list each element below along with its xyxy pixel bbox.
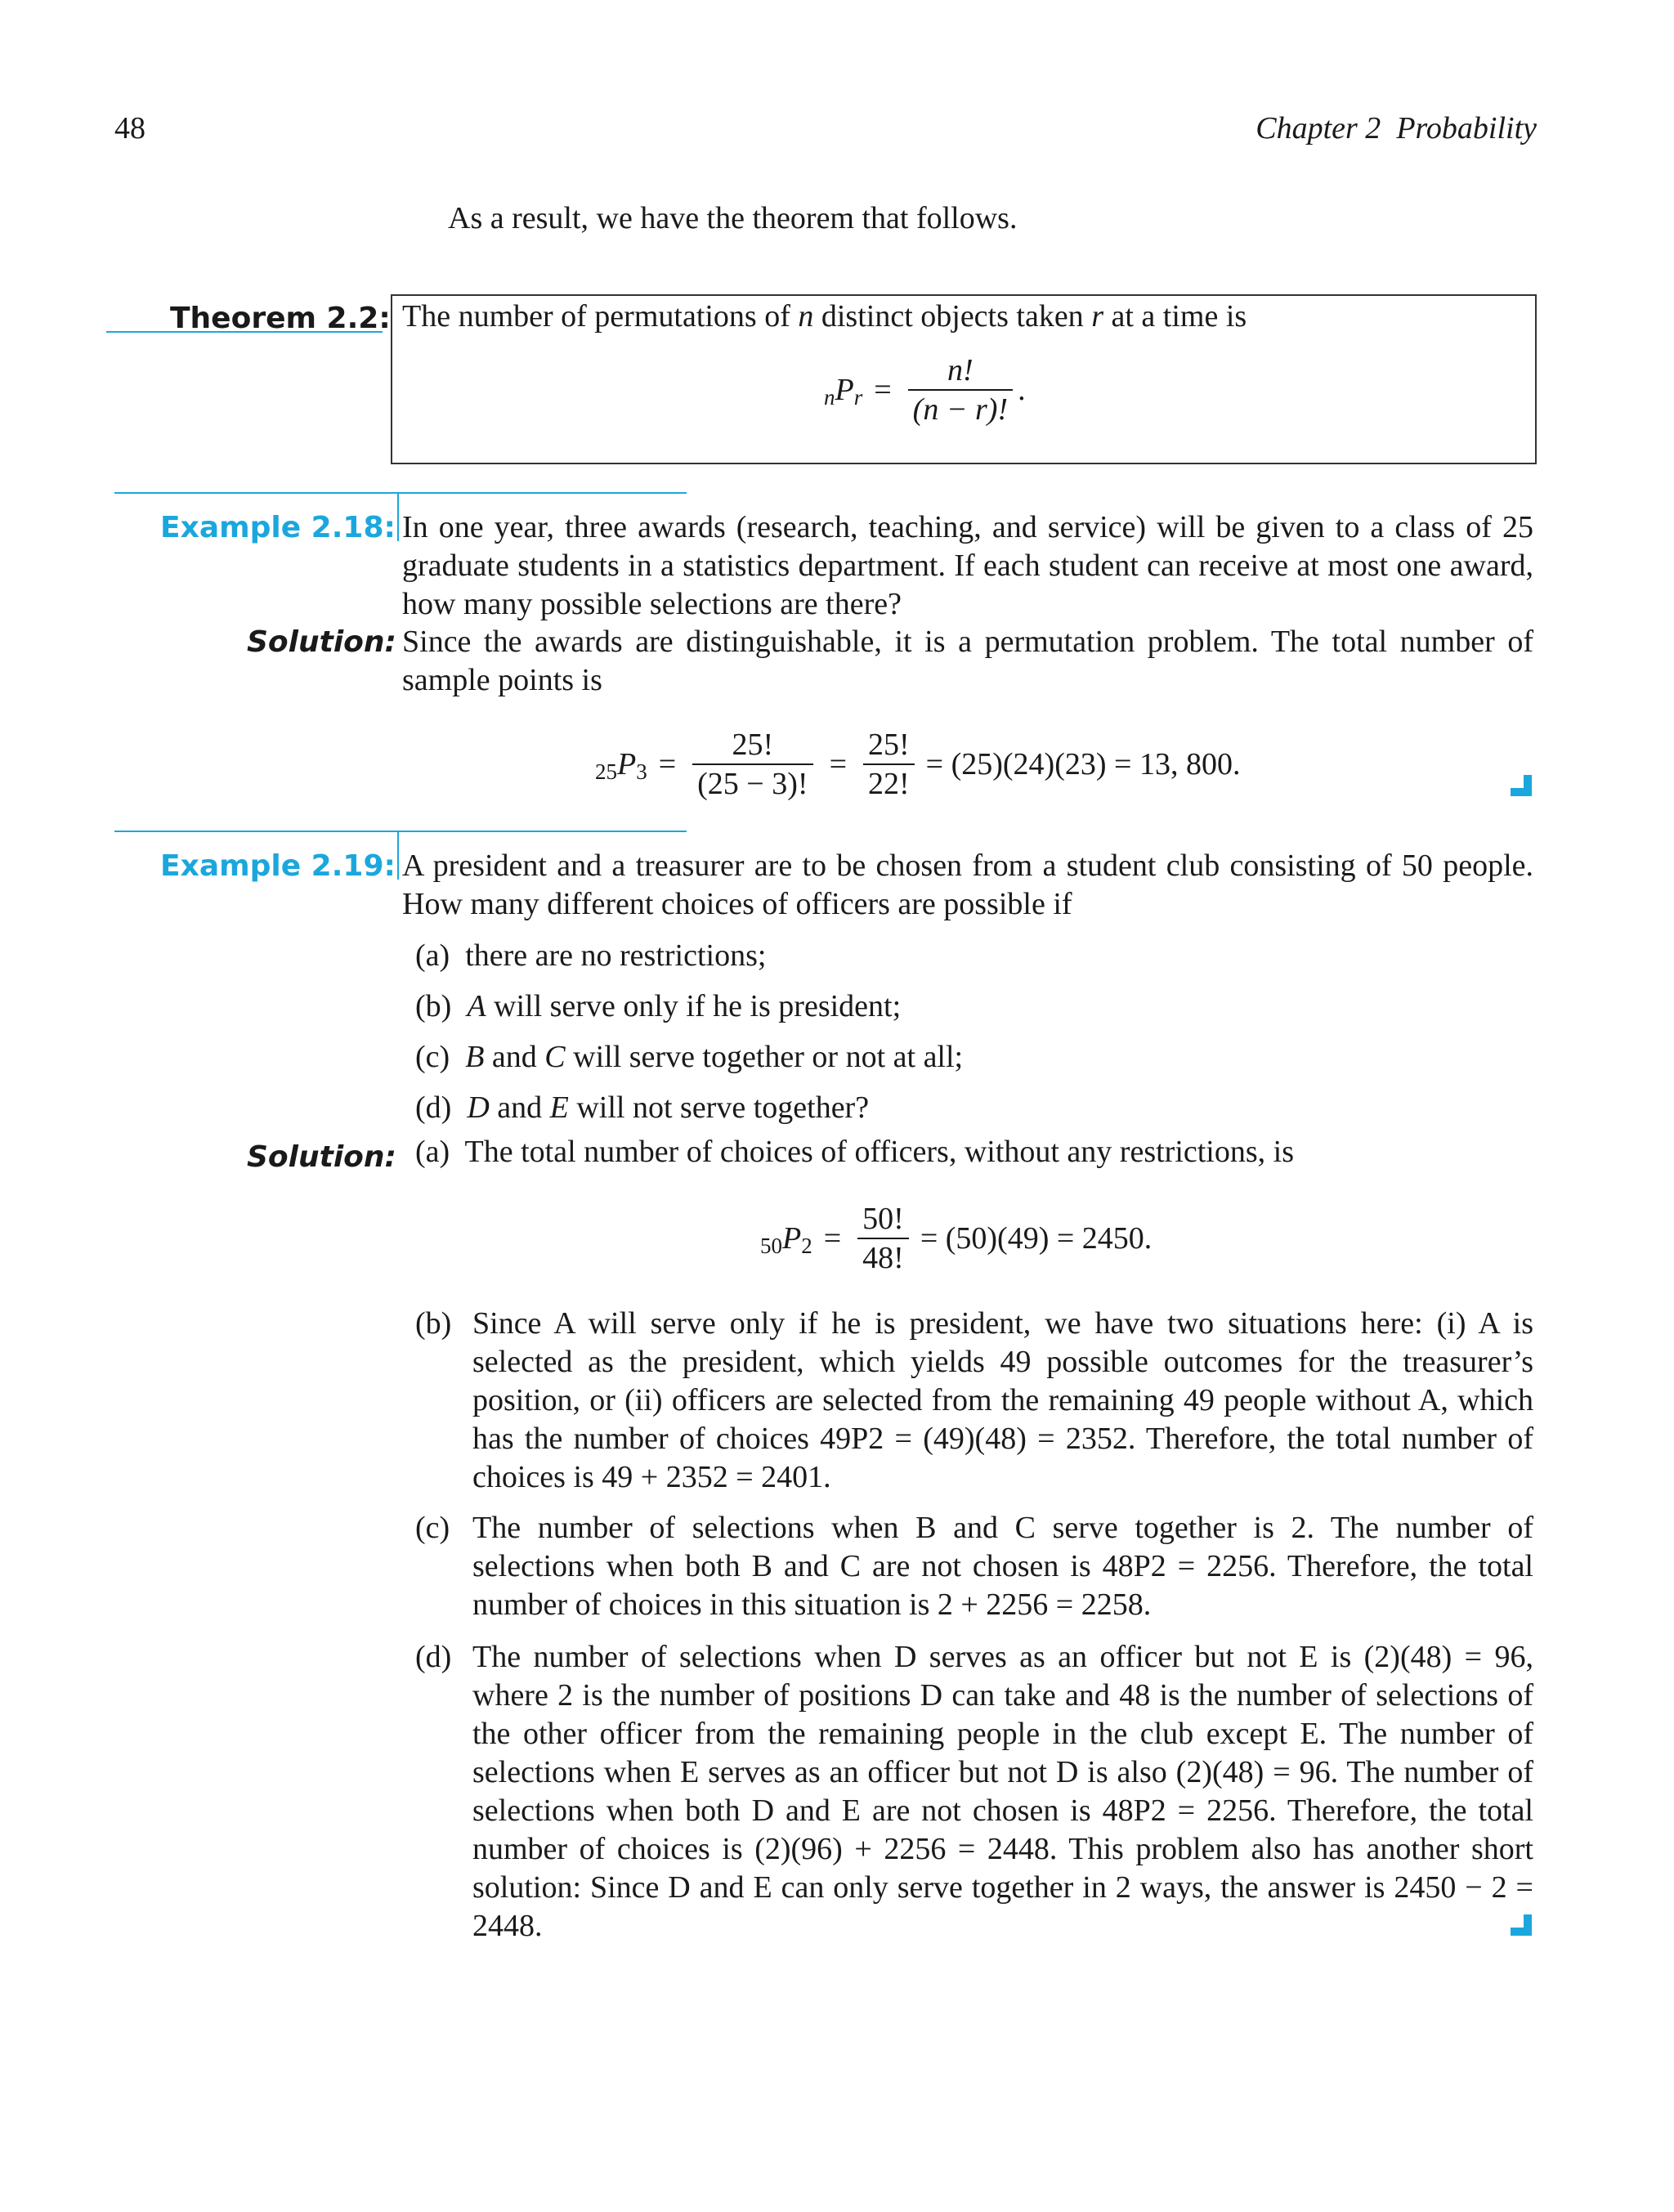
example-219-solution-c: (c) The number of selections when B and C serve together is 2. The number of selections when both B and C are not chosen is 48P2 = 2256. Therefore, the total number of choices in this situation is 2 + 2256 = 2258. — [415, 1511, 1533, 1622]
example-219-solution-a: (a) The total number of choices of officers, without any restrictions, is — [415, 1135, 1294, 1169]
running-header — [1256, 110, 1537, 148]
example-219-fraction: $\frac{50!}{48!}$ — [857, 1200, 909, 1277]
example-218-fraction-2: $\frac{25!}{22!}$ — [863, 726, 915, 803]
example-219-item-b: (b) A will serve only if he is president; — [415, 989, 902, 1023]
example-219-end-mark — [1511, 1914, 1532, 1936]
example-219-rule — [114, 831, 687, 832]
example-218-bar — [397, 494, 399, 541]
example-219-label: Example 2.19: — [160, 849, 396, 883]
example-219-solution-label: Solution: — [247, 1140, 396, 1174]
example-218-label: Example 2.18: — [160, 511, 396, 544]
example-218-rule — [114, 492, 687, 494]
example-219-solution-b: (b) Since A will serve only if he is president, we have two situations here: (i) A is selected as the president, which yields 49 possible outcomes for the treasurer’s position, or (ii) officers are selected from the remaining 49 people without A, which has the number of choices 49P2 = (49)(48) = 2352. Therefore, the total number of choices is 49 + 2352 = 2401. — [415, 1306, 1533, 1494]
theorem-formula: n P r = $\frac{n!}{(n - r)!}$ . — [824, 353, 1026, 427]
example-219-item-d: (d) D and E will not serve together? — [415, 1090, 870, 1125]
theorem-statement: The number of permutations of n distinct objects taken r at a time is — [402, 299, 1247, 334]
example-218-text: In one year, three awards (research, teaching, and service) will be given to a class of 25 graduate students in a statistics department. If each student can receive at most one award, how many possible selections are there? — [402, 510, 1533, 621]
example-219-solution-d: (d) The number of selections when D serves as an officer but not E is (2)(48) = 96, where 2 is the number of positions D can take and 48 is the number of selections of the other officer from the remaining people in the club except E. The number of selections when E serves as an officer but not D is also (2)(48) = 96. The number of selections when both D and E are not chosen is 48P2 = 2256. Therefore, the total number of choices is (2)(96) + 2256 = 2448. This problem also has another short solution: Since D and E can only serve together in 2 ways, the answer is 2450 − 2 = 2448. — [415, 1640, 1533, 1943]
example-219-item-a: (a) there are no restrictions; — [415, 938, 767, 973]
example-219-bar — [397, 832, 399, 880]
theorem-fraction: $\frac{n!}{(n - r)!}$ — [908, 352, 1013, 428]
theorem-label: Theorem 2.2: — [170, 302, 391, 335]
example-218-fraction-1: $\frac{25!}{(25 - 3)!}$ — [692, 726, 812, 803]
theorem-box — [391, 294, 1537, 464]
chapter-name: Probability — [1396, 111, 1537, 146]
intro-text: As a result, we have the theorem that follows. — [448, 201, 1018, 235]
example-218-end-mark — [1511, 775, 1532, 796]
example-219-formula-a: 50 P 2 = $\frac{50!}{48!}$ = (50)(49) = 2450. — [760, 1202, 1153, 1275]
example-218-solution-text: Since the awards are distinguishable, it is a permutation problem. The total number of sample points is — [402, 625, 1533, 697]
example-219-text: A president and a treasurer are to be chosen from a student club consisting of 50 people. How many different choices of officers are possible if — [402, 849, 1533, 921]
chapter-title: Chapter 2 — [1256, 111, 1381, 146]
example-219-item-c: (c) B and C will serve together or not at all; — [415, 1040, 964, 1074]
example-218-solution-label: Solution: — [247, 625, 396, 659]
page-number: 48 — [114, 111, 145, 146]
example-218-formula: 25 P 3 = $\frac{25!}{(25 - 3)!}$ = $\frac{25!}{22!}$ = (25)(24)(23) = 13, 800. — [595, 728, 1241, 801]
